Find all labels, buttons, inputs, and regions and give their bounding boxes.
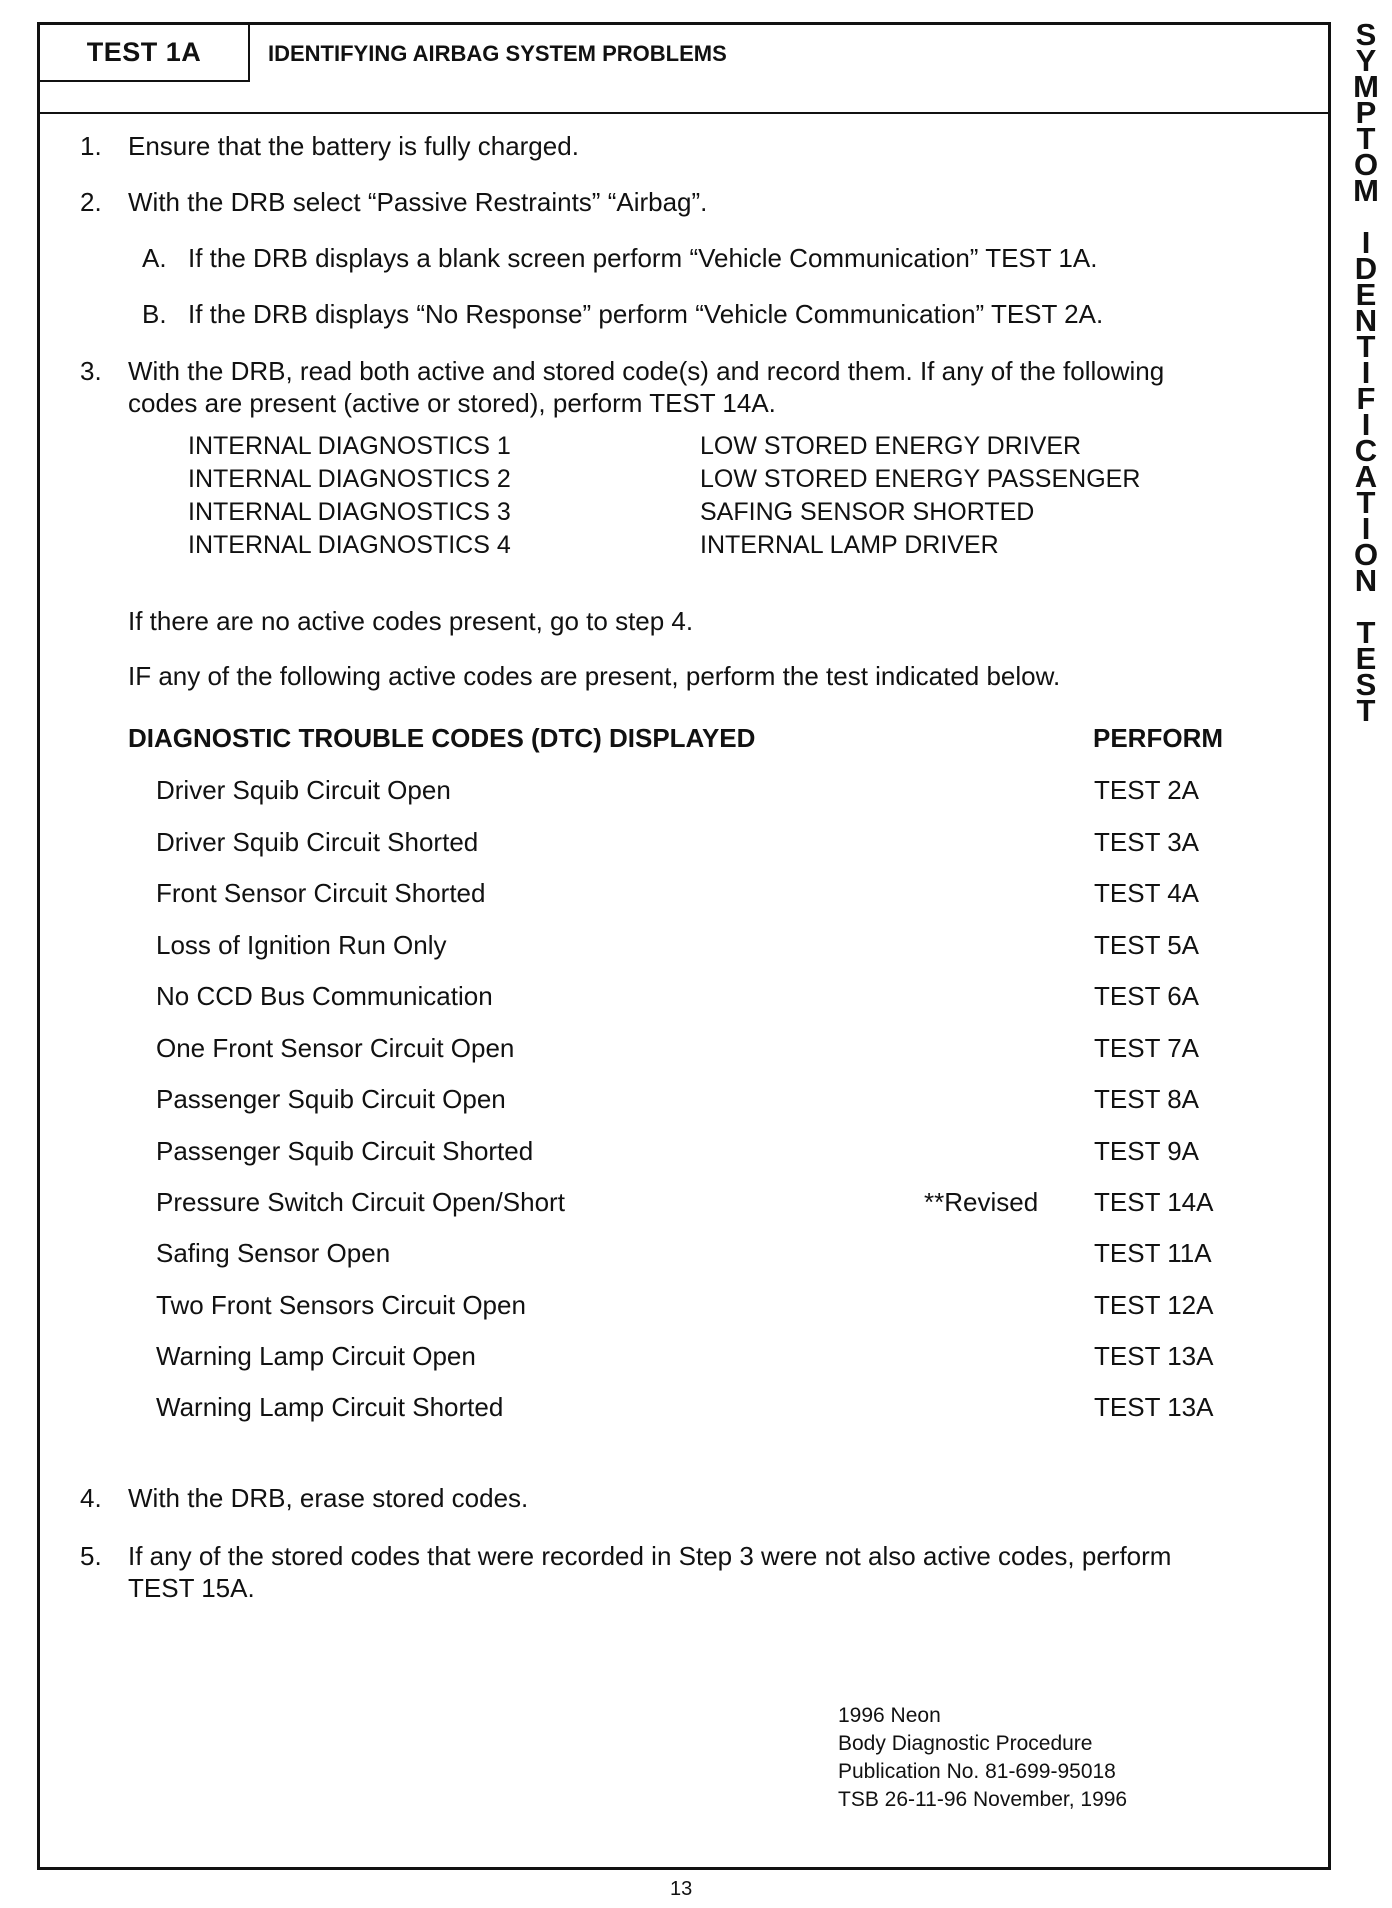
page-number: 13 (670, 1878, 693, 1900)
dtc-name: Safing Sensor Open (156, 1238, 391, 1268)
footer-procedure: Body Diagnostic Procedure (838, 1732, 1093, 1755)
step-5-text-line1: If any of the stored codes that were recorded in Step 3 were not also active codes, perform (128, 1541, 1172, 1571)
dtc-header-left: DIAGNOSTIC TROUBLE CODES (DTC) DISPLAYED (128, 723, 756, 753)
side-letter: P (1355, 95, 1377, 130)
dtc-name: Driver Squib Circuit Shorted (156, 827, 479, 857)
internal-codes-left (188, 430, 511, 562)
side-letter: F (1356, 381, 1376, 416)
note-active-codes: IF any of the following active codes are present, perform the test indicated below. (128, 661, 1061, 691)
footer-publication: Publication No. 81-699-95018 (838, 1760, 1116, 1783)
internal-codes-right (700, 430, 1140, 562)
side-letter: I (1361, 407, 1371, 442)
step-3-text-line2: codes are present (active or stored), perform TEST 14A. (128, 388, 776, 418)
dtc-name: Two Front Sensors Circuit Open (156, 1290, 526, 1320)
side-letter: S (1355, 17, 1377, 52)
internal-code: INTERNAL DIAGNOSTICS 2 (188, 465, 511, 493)
internal-code: INTERNAL LAMP DRIVER (700, 531, 999, 559)
side-letter: M (1353, 173, 1379, 208)
dtc-test: TEST 3A (1094, 827, 1200, 857)
side-letter: O (1353, 147, 1379, 182)
side-section-label (1346, 17, 1386, 728)
internal-code: LOW STORED ENERGY PASSENGER (700, 465, 1141, 493)
side-letter: D (1354, 251, 1378, 286)
note-no-active-codes: If there are no active codes present, go to step 4. (128, 606, 694, 636)
step-2a-text: If the DRB displays a blank screen perform “Vehicle Communication” TEST 1A. (188, 243, 1098, 273)
dtc-name: Loss of Ignition Run Only (156, 930, 447, 960)
step-2a-letter: A. (142, 243, 167, 273)
side-letter: C (1354, 433, 1378, 468)
internal-code: LOW STORED ENERGY DRIVER (700, 432, 1082, 460)
dtc-test: TEST 14A (1094, 1187, 1214, 1217)
dtc-name: Passenger Squib Circuit Open (156, 1084, 506, 1114)
dtc-test: TEST 8A (1094, 1084, 1200, 1114)
dtc-name: Front Sensor Circuit Shorted (156, 878, 486, 908)
internal-code: INTERNAL DIAGNOSTICS 3 (188, 498, 511, 526)
dtc-test: TEST 9A (1094, 1136, 1200, 1166)
dtc-name: No CCD Bus Communication (156, 981, 493, 1011)
side-letter: T (1356, 693, 1376, 728)
dtc-test: TEST 13A (1094, 1392, 1214, 1422)
step-4-number: 4. (80, 1483, 102, 1513)
side-letter: Y (1355, 43, 1377, 78)
dtc-test: TEST 11A (1094, 1238, 1212, 1268)
dtc-test: TEST 5A (1094, 930, 1200, 960)
internal-code: SAFING SENSOR SHORTED (700, 498, 1035, 526)
side-letter: T (1356, 329, 1376, 364)
dtc-test: TEST 12A (1094, 1290, 1214, 1320)
side-letter: I (1361, 355, 1371, 390)
dtc-test: TEST 7A (1094, 1033, 1200, 1063)
side-letter: S (1355, 667, 1377, 702)
dtc-header-right: PERFORM (1093, 723, 1223, 753)
step-2b-letter: B. (142, 299, 167, 329)
side-letter: N (1354, 563, 1378, 598)
side-letter: A (1354, 459, 1378, 494)
side-letter: N (1354, 303, 1378, 338)
dtc-name: Pressure Switch Circuit Open/Short (156, 1187, 565, 1217)
dtc-name: Warning Lamp Circuit Shorted (156, 1392, 504, 1422)
dtc-name: Passenger Squib Circuit Shorted (156, 1136, 534, 1166)
page-title: IDENTIFYING AIRBAG SYSTEM PROBLEMS (268, 41, 727, 66)
dtc-name: Warning Lamp Circuit Open (156, 1341, 476, 1371)
step-3-text-line1: With the DRB, read both active and stored code(s) and record them. If any of the following (128, 356, 1165, 386)
revised-note: **Revised (924, 1187, 1039, 1217)
step-5-text-line2: TEST 15A. (128, 1573, 255, 1603)
side-letter: T (1356, 485, 1376, 520)
header-divider (40, 112, 1328, 114)
internal-code: INTERNAL DIAGNOSTICS 1 (188, 432, 511, 460)
test-label: TEST 1A (40, 25, 250, 82)
internal-code: INTERNAL DIAGNOSTICS 4 (188, 531, 511, 559)
step-4-text: With the DRB, erase stored codes. (128, 1483, 529, 1513)
side-letter: M (1353, 69, 1379, 104)
step-1-text: Ensure that the battery is fully charged. (128, 131, 579, 161)
step-5-number: 5. (80, 1541, 102, 1571)
step-1-number: 1. (80, 131, 102, 161)
step-2b-text: If the DRB displays “No Response” perform “Vehicle Communication” TEST 2A. (188, 299, 1104, 329)
footer-tsb: TSB 26-11-96 November, 1996 (838, 1788, 1128, 1811)
side-letter: T (1356, 121, 1376, 156)
dtc-test: TEST 13A (1094, 1341, 1214, 1371)
dtc-test: TEST 2A (1094, 775, 1200, 805)
step-2-text: With the DRB select “Passive Restraints” “Airbag”. (128, 187, 708, 217)
side-letter: E (1355, 641, 1377, 676)
side-letter: O (1353, 537, 1379, 572)
side-letter: T (1356, 615, 1376, 650)
step-2-number: 2. (80, 187, 102, 217)
side-letter: I (1361, 511, 1371, 546)
side-letter: E (1355, 277, 1377, 312)
step-3-number: 3. (80, 356, 102, 386)
dtc-name: One Front Sensor Circuit Open (156, 1033, 515, 1063)
footer-model: 1996 Neon (838, 1704, 941, 1727)
side-letter: I (1361, 225, 1371, 260)
dtc-name: Driver Squib Circuit Open (156, 775, 451, 805)
dtc-test: TEST 6A (1094, 981, 1200, 1011)
dtc-test: TEST 4A (1094, 878, 1200, 908)
